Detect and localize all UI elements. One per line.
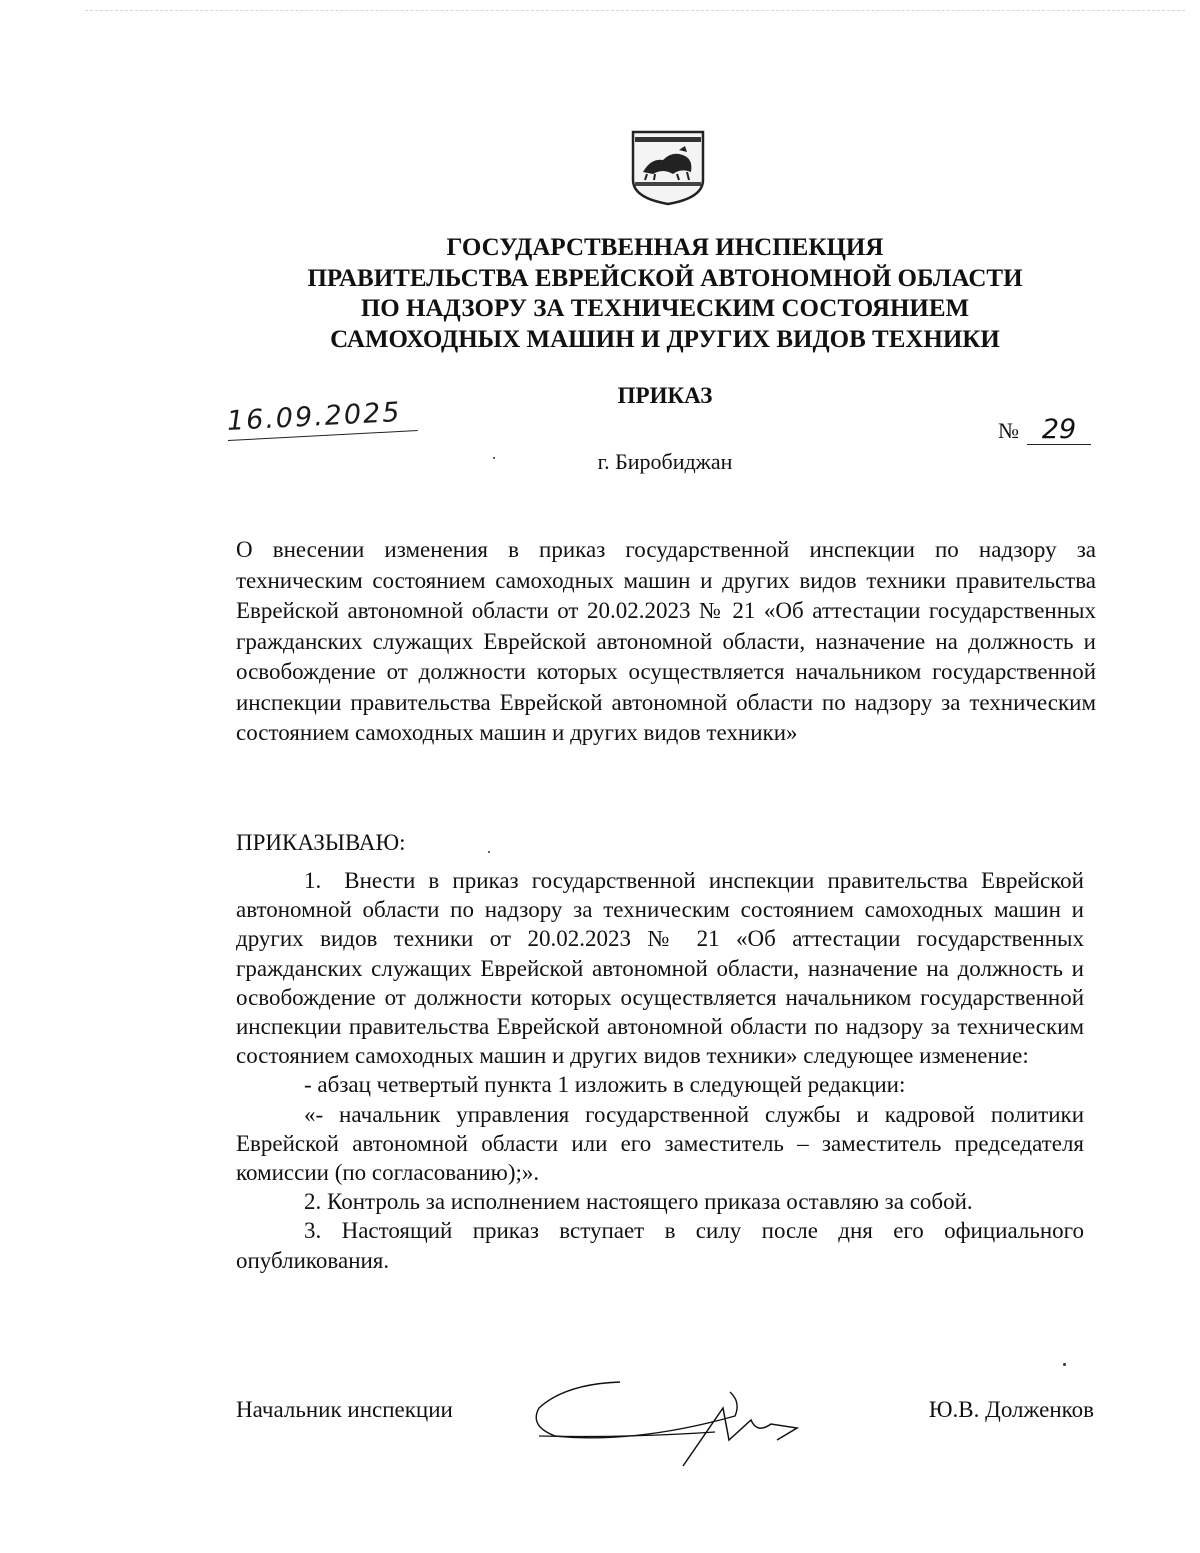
header-line-2: ПРАВИТЕЛЬСТВА ЕВРЕЙСКОЙ АВТОНОМНОЙ ОБЛАСТИ <box>307 264 1023 292</box>
header-line-4: САМОХОДНЫХ МАШИН И ДРУГИХ ВИДОВ ТЕХНИКИ <box>330 325 1000 353</box>
decree-word: ПРИКАЗЫВАЮ: <box>236 830 406 855</box>
order-city: г. Биробиджан <box>597 449 733 474</box>
coat-of-arms-icon <box>629 128 707 206</box>
scan-speck <box>1063 1363 1066 1366</box>
handwritten-signature <box>525 1368 815 1468</box>
organization-header <box>230 233 1100 355</box>
order-item-1-quote: «- начальник управления государственной службы и кадровой политики Еврейской автономной области или его заместитель – заместитель председателя комиссии (по согласованию);». <box>236 1101 1084 1186</box>
order-item-1: 1. Внести в приказ государственной инспекции правительства Еврейской автономной области по надзору за техническим состоянием самоходных машин и других видов техники от 20.02.2023 № 21 «Об аттестации государственных гражданских служащих Еврейской автономной области, назначение на должность и освобождение от должности которых осуществляется начальником государственной инспекции правительства Еврейской автономной области по надзору за техническим состоянием самоходных машин и других видов техники» следующее изменение: <box>236 868 1084 1069</box>
order-title: ПРИКАЗ <box>617 383 713 408</box>
order-subject: О внесении изменения в приказ государственной инспекции по надзору за техническим состоянием самоходных машин и других видов техники правительства Еврейской автономной области от 20.02.2023 № 21 «Об аттестации государственных гражданских служащих Еврейской автономной области, назначение на должность и освобождение от должности которых осуществляется начальником государственной инспекции правительства Еврейской автономной области по надзору за техническим состоянием самоходных машин и других видов техники» <box>236 537 1096 745</box>
order-date: 16.09.2025 <box>226 396 418 441</box>
number-sign: № <box>998 418 1019 443</box>
header-line-1: ГОСУДАРСТВЕННАЯ ИНСПЕКЦИЯ <box>446 234 884 261</box>
order-number-value: 29 <box>1027 416 1091 445</box>
scan-edge-line <box>85 10 1185 11</box>
order-body <box>236 866 1084 1275</box>
header-line-3: ПО НАДЗОРУ ЗА ТЕХНИЧЕСКИМ СОСТОЯНИЕМ <box>360 295 970 322</box>
order-item-3: 3. Настоящий приказ вступает в силу после дня его официального опубликования. <box>236 1218 1084 1273</box>
signatory-name: Ю.В. Долженков <box>928 1397 1094 1422</box>
order-number <box>998 416 1098 450</box>
order-item-1-sub: - абзац четвертый пункта 1 изложить в следующей редакции: <box>304 1072 906 1098</box>
scan-speck <box>488 851 490 853</box>
signatory-position: Начальник инспекции <box>236 1397 453 1422</box>
order-item-2: 2. Контроль за исполнением настоящего приказа оставляю за собой. <box>304 1189 973 1215</box>
scan-speck <box>493 457 495 459</box>
